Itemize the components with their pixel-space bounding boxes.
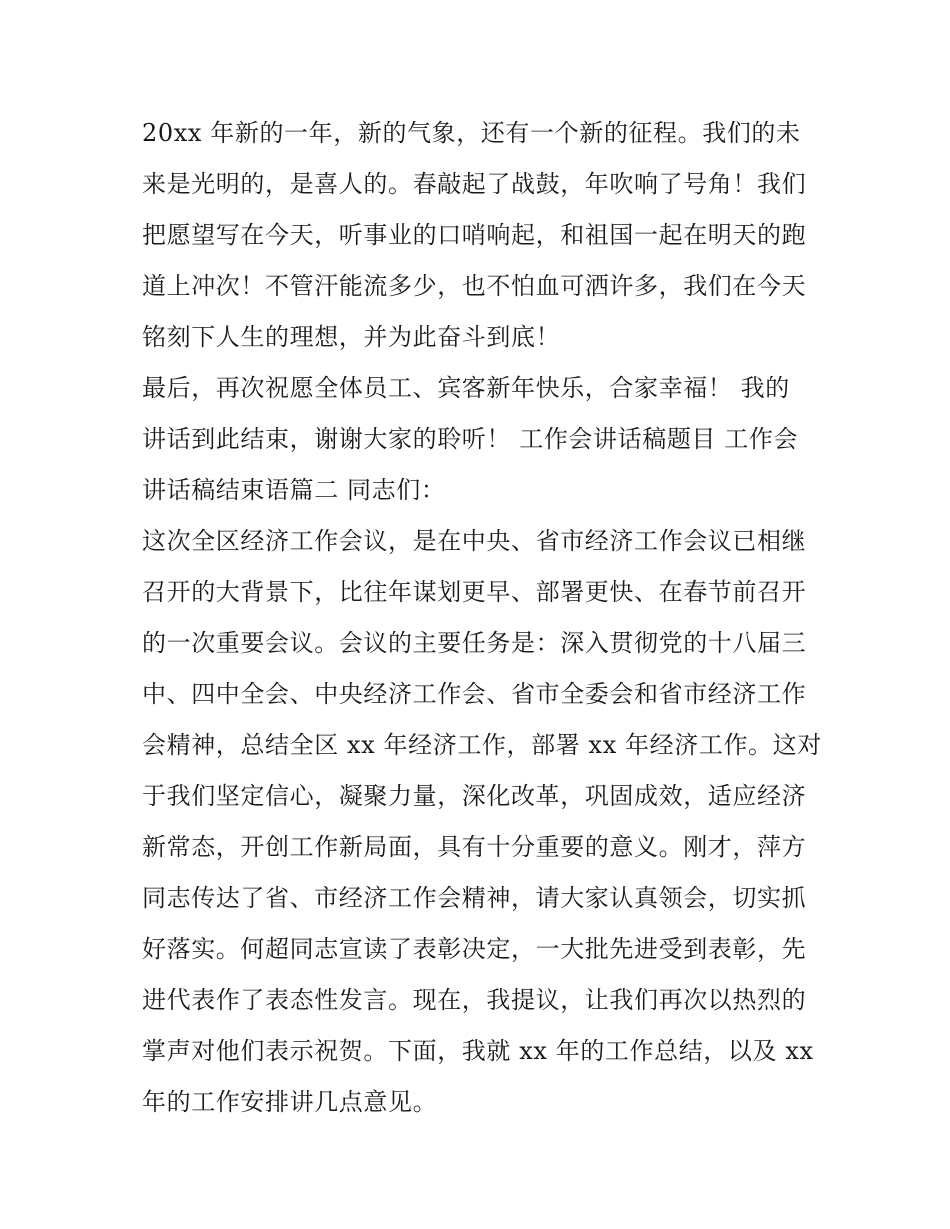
text-line: 于我们坚定信心，凝聚力量，深化改革，巩固成效，适应经济	[142, 782, 807, 810]
text-line: 20xx 年新的一年，新的气象，还有一个新的征程。我们的未	[142, 119, 801, 147]
text-line: 铭刻下人生的理想，并为此奋斗到底！	[142, 323, 561, 351]
text-line: 好落实。何超同志宣读了表彰决定，一大批先进受到表彰，先	[142, 935, 807, 963]
text-line: 年的工作安排讲几点意见。	[142, 1088, 438, 1116]
text-line: 把愿望写在今天，听事业的口哨响起，和祖国一起在明天的跑	[142, 221, 807, 249]
text-line: 讲话到此结束，谢谢大家的聆听！ 工作会讲话稿题目 工作会	[142, 425, 799, 453]
text-line: 最后，再次祝愿全体员工、宾客新年快乐，合家幸福！ 我的	[142, 374, 790, 402]
text-line: 来是光明的，是喜人的。春敲起了战鼓，年吹响了号角！我们	[142, 170, 807, 198]
text-line: 同志传达了省、市经济工作会精神，请大家认真领会，切实抓	[142, 884, 807, 912]
text-line: 讲话稿结束语篇二 同志们：	[142, 476, 446, 504]
text-line: 召开的大背景下，比往年谋划更早、部署更快、在春节前召开	[142, 578, 807, 606]
text-line: 新常态，开创工作新局面，具有十分重要的意义。刚才，萍方	[142, 833, 807, 861]
text-line: 掌声对他们表示祝贺。下面，我就 xx 年的工作总结，以及 xx	[142, 1037, 814, 1065]
text-line: 中、四中全会、中央经济工作会、省市全委会和省市经济工作	[142, 680, 807, 708]
text-line: 道上冲次！不管汗能流多少，也不怕血可洒许多，我们在今天	[142, 272, 807, 300]
text-line: 的一次重要会议。会议的主要任务是：深入贯彻党的十八届三	[142, 629, 807, 657]
text-line: 会精神，总结全区 xx 年经济工作，部署 xx 年经济工作。这对	[142, 731, 822, 759]
text-line: 这次全区经济工作会议，是在中央、省市经济工作会议已相继	[142, 527, 807, 555]
text-line: 进代表作了表态性发言。现在，我提议，让我们再次以热烈的	[142, 986, 807, 1014]
document-body	[142, 108, 822, 1128]
